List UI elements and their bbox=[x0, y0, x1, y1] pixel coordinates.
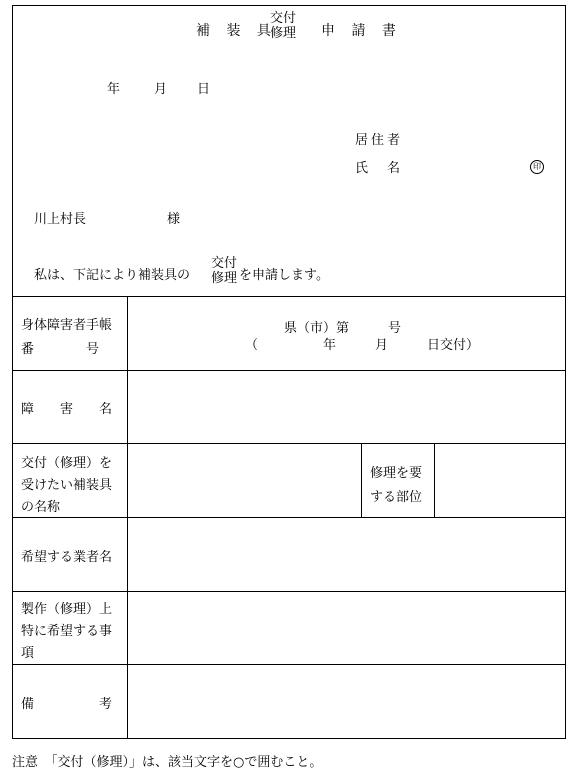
request-options bbox=[209, 256, 239, 286]
repair-part-label-line1: 修理を要 bbox=[370, 466, 423, 481]
request-suffix: を申請します。 bbox=[239, 268, 329, 283]
repair-part-label-line2: する部位 bbox=[370, 490, 423, 505]
special-request-label-line2: 特に希望する事 bbox=[21, 624, 113, 639]
device-label-line3: の名称 bbox=[21, 500, 61, 515]
title-options bbox=[268, 11, 298, 41]
title-option-grant: 交付 bbox=[269, 11, 296, 26]
handbook-label-line2: 番 号 bbox=[21, 342, 100, 357]
handbook-number-field[interactable]: 県（市）第 号 bbox=[284, 321, 402, 336]
repair-label-left-divider bbox=[361, 443, 362, 517]
footer-note: 注意 「交付（修理）」は、該当文字を○で囲むこと。 bbox=[12, 755, 323, 770]
special-request-label-line1: 製作（修理）上 bbox=[21, 602, 113, 617]
device-label-line2: 受けたい補装具 bbox=[21, 478, 113, 493]
special-request-field[interactable] bbox=[128, 592, 565, 664]
addressee-honorific: 様 bbox=[167, 212, 181, 227]
remarks-field[interactable] bbox=[128, 665, 565, 738]
request-option-grant: 交付 bbox=[210, 256, 237, 271]
title-option-repair: 修理 bbox=[269, 26, 296, 41]
date-year: 年 bbox=[107, 82, 121, 97]
disability-field[interactable] bbox=[128, 371, 565, 443]
request-option-repair: 修理 bbox=[210, 271, 237, 286]
remarks-label: 備 考 bbox=[21, 697, 113, 712]
request-prefix: 私は、下記により補装具の bbox=[34, 268, 191, 283]
title-suffix: 申 請 書 bbox=[321, 23, 402, 39]
date-month: 月 bbox=[154, 82, 168, 97]
title-prefix: 補 装 具 bbox=[196, 23, 277, 39]
vendor-label: 希望する業者名 bbox=[21, 550, 113, 565]
vendor-field[interactable] bbox=[128, 518, 565, 590]
handbook-issue-date-field[interactable]: （ 年 月 日交付） bbox=[245, 338, 480, 353]
device-name-field[interactable] bbox=[128, 444, 360, 516]
date-day: 日 bbox=[197, 82, 211, 97]
special-request-label-line3: 項 bbox=[21, 646, 35, 661]
address-label: 居住者 bbox=[355, 133, 404, 148]
disability-label: 障 害 名 bbox=[21, 402, 113, 417]
repair-part-field[interactable] bbox=[435, 444, 565, 516]
name-label: 氏 名 bbox=[355, 161, 404, 176]
table-top-border bbox=[12, 296, 566, 297]
handbook-label-line1: 身体障害者手帳 bbox=[21, 318, 113, 333]
device-label-line1: 交付（修理）を bbox=[21, 456, 113, 471]
seal-icon: 印 bbox=[530, 158, 544, 174]
addressee-name: 川上村長 bbox=[34, 212, 87, 227]
